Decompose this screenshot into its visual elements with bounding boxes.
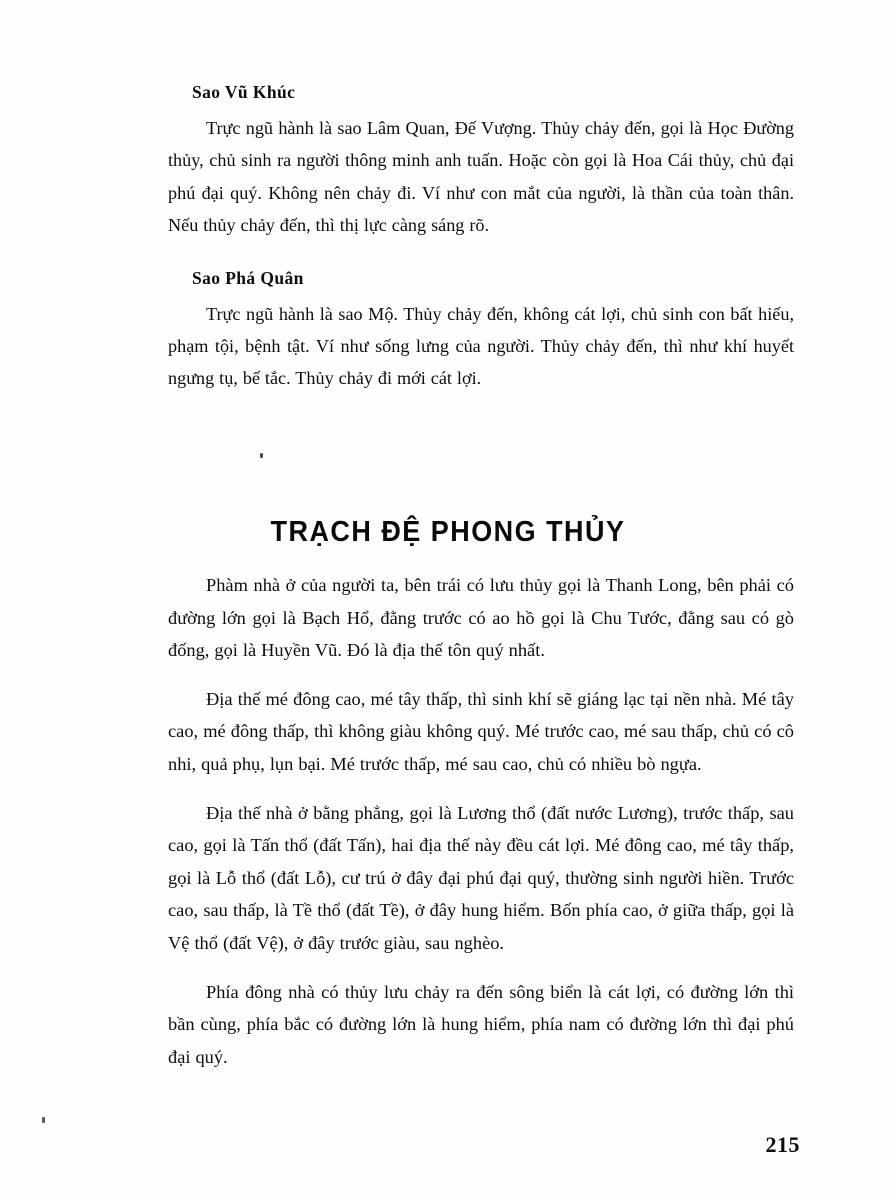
chapter-text-column bbox=[168, 569, 794, 1073]
scan-speck bbox=[260, 453, 263, 458]
scan-speck bbox=[42, 1117, 45, 1123]
paragraph: Phàm nhà ở của người ta, bên trái có lưu thủy gọi là Thanh Long, bên phải có đường lớn gọi là Bạch Hổ, đằng trước có ao hồ gọi là Chu Tước, đằng sau có gò đống, gọi là Huyền Vũ. Đó là địa thế tôn quý nhất. bbox=[168, 575, 794, 661]
paragraph: Trực ngũ hành là sao Lâm Quan, Đế Vượng. Thủy chảy đến, gọi là Học Đường thủy, chủ sinh ra người thông minh anh tuấn. Hoặc còn gọi là Hoa Cái thủy, chủ đại phú đại quý. Không nên chảy đi. Ví như con mắt của người, là thần của toàn thân. Nếu thủy chảy đến, thì thị lực càng sáng rõ. bbox=[168, 118, 794, 236]
section-heading-sao-vu-khuc: Sao Vũ Khúc bbox=[192, 82, 296, 102]
upper-text-column bbox=[168, 82, 794, 421]
paragraph: Trực ngũ hành là sao Mộ. Thủy chảy đến, không cát lợi, chủ sinh con bất hiếu, phạm tội, bệnh tật. Ví như sống lưng của người. Thủy chảy đến, thì như khí huyết ngưng tụ, bế tắc. Thủy chảy đi mới cát lợi. bbox=[168, 303, 794, 389]
section-heading-sao-pha-quan: Sao Phá Quân bbox=[192, 267, 304, 288]
section-sao-vu-khuc bbox=[168, 82, 794, 242]
page-number: 215 bbox=[765, 1132, 800, 1157]
paragraph: Địa thế nhà ở bằng phẳng, gọi là Lương thổ (đất nước Lương), trước thấp, sau cao, gọi là Tấn thổ (đất Tấn), hai địa thế này đều cát lợi. Mé đông cao, mé tây thấp, gọi là Lỗ thổ (đất Lỗ), cư trú ở đây đại phú đại quý, thường sinh người hiền. Trước cao, sau thấp, là Tề thổ (đất Tề), ở đây hung hiểm. Bốn phía cao, ở giữa thấp, gọi là Vệ thổ (đất Vệ), ở đây trước giàu, sau nghèo. bbox=[168, 802, 794, 953]
chapter-title: TRẠCH ĐỆ PHONG THỦY bbox=[270, 516, 626, 549]
paragraph: Địa thế mé đông cao, mé tây thấp, thì sinh khí sẽ giáng lạc tại nền nhà. Mé tây cao, mé đông thấp, thì không giàu không quý. Mé trước cao, mé sau thấp, chủ có cô nhi, quả phụ, lụn bại. Mé trước thấp, mé sau cao, chủ có nhiều bò ngựa. bbox=[168, 688, 794, 774]
paragraph: Phía đông nhà có thủy lưu chảy ra đến sông biển là cát lợi, có đường lớn thì bần cùng, phía bắc có đường lớn là hung hiểm, phía nam có đường lớn thì đại phú đại quý. bbox=[168, 981, 794, 1067]
section-sao-pha-quan bbox=[168, 268, 794, 395]
